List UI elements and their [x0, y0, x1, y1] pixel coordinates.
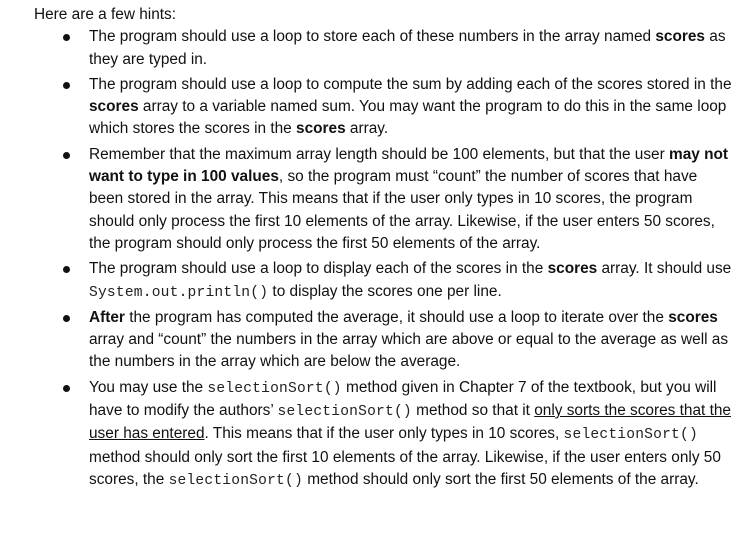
code-println: System.out.println() — [89, 284, 269, 301]
bullet-icon — [63, 82, 70, 89]
code-selectionsort: selectionSort() — [563, 427, 698, 444]
scores-keyword: scores — [547, 260, 598, 278]
hint-item: Remember that the maximum array length should be 100 elements, but that the user may not want to type in 100 values, so the program must “count” the number of scores that have been stored in the array. This means that if the user only types in 10 scores, the program should only process the first 10 elements of the array. Likewise, if the user enters 50 scores, the program should only process the first 50 elements of the array. — [89, 144, 735, 255]
hint-item: The program should use a loop to compute the sum by adding each of the scores stored in the scores array to a variable named sum. You may want the program to do this in the same loop which stores the scores in the scores array. — [89, 74, 735, 141]
code-selectionsort: selectionSort() — [207, 380, 342, 397]
code-selectionsort: selectionSort() — [168, 472, 303, 489]
hint-item: After the program has computed the average, it should use a loop to iterate over the scores array and “count” the numbers in the array which are above or equal to the average as well as the numbers in the array which are below the average. — [89, 307, 735, 374]
emphasis-text: may not want to type in 100 values — [89, 145, 729, 186]
scores-keyword: scores — [89, 98, 139, 116]
bullet-icon — [63, 315, 70, 322]
bullet-icon — [63, 385, 70, 392]
hint-item: The program should use a loop to display each of the scores in the scores array. It should use System.out.println() to display the scores one per line. — [89, 258, 735, 304]
scores-keyword: scores — [668, 308, 718, 326]
hints-heading: Here are a few hints: — [34, 6, 177, 23]
scores-keyword: scores — [296, 120, 346, 138]
underlined-text: only sorts the scores that the user has entered — [89, 402, 731, 443]
scores-keyword: scores — [655, 28, 705, 46]
emphasis-text: After — [89, 308, 125, 326]
bullet-icon — [63, 34, 70, 41]
hints-list — [34, 26, 735, 492]
code-selectionsort: selectionSort() — [277, 404, 412, 421]
bullet-icon — [63, 266, 70, 273]
hint-item: The program should use a loop to store each of these numbers in the array named scores as they are typed in. — [89, 26, 735, 71]
bullet-icon — [63, 152, 70, 159]
hint-item: You may use the selectionSort() method given in Chapter 7 of the textbook, but you will have to modify the authors’ selectionSort() method so that it only sorts the scores that the user has entered. This means that if the user only types in 10 scores, selectionSort() method should only sort the first 10 elements of the array. Likewise, if the user enters only 50 scores, the selectionSort() method should only sort the first 50 elements of the array. — [89, 377, 735, 492]
